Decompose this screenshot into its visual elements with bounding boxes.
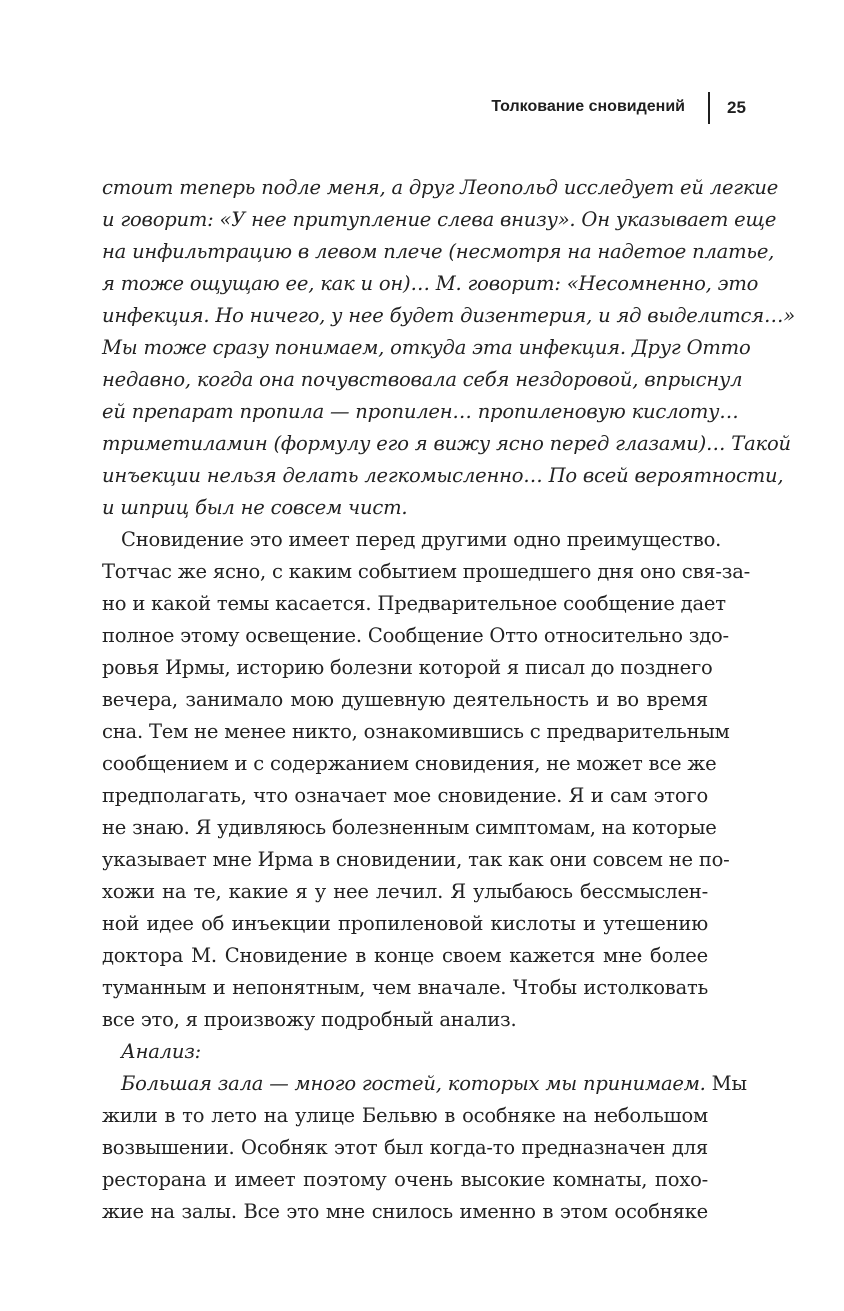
text-line: на инфильтрацию в левом плече (несмотря на надетое платье, (102, 240, 775, 263)
text-run: Большая зала — много гостей, которых мы принимаем. (121, 1072, 706, 1095)
text-line: сна. Тем не менее никто, ознакомившись с предварительным (102, 720, 730, 743)
running-title: Толкование сновидений (491, 98, 685, 115)
text-line: стоит теперь подле меня, а друг Леопольд исследует ей легкие (102, 176, 779, 199)
text-line: Тотчас же ясно, с каким событием прошедшего дня оно свя-за- (102, 560, 751, 583)
text-line: ровья Ирмы, историю болезни которой я писал до позднего (102, 656, 713, 679)
text-line: и говорит: «У нее притупление слева внизу». Он указывает еще (102, 208, 777, 231)
text-line: не знаю. Я удивляюсь болезненным симптомам, на которые (102, 816, 717, 839)
text-line: доктора М. Сновидение в конце своем кажется мне более (102, 944, 708, 967)
text-line: я тоже ощущаю ее, как и он)… М. говорит: «Несомненно, это (102, 272, 759, 295)
text-line: ной идее об инъекции пропиленовой кислоты и утешению (102, 912, 708, 935)
text-line: Мы тоже сразу понимаем, откуда эта инфекция. Друг Отто (102, 336, 751, 359)
text-line (102, 1068, 747, 1100)
text-line: недавно, когда она почувствовала себя нездоровой, впрыснул (102, 368, 743, 391)
text-line: жие на залы. Все это мне снилось именно в этом особняке (102, 1200, 708, 1223)
text-line: указывает мне Ирма в сновидении, так как они совсем не по- (102, 848, 730, 871)
text-line: хожи на те, какие я у нее лечил. Я улыбаюсь бессмыслен- (102, 880, 708, 903)
text-line: Сновидение это имеет перед другими одно преимущество. (121, 528, 722, 551)
text-line: жили в то лето на улице Бельвю в особняке на небольшом (102, 1104, 708, 1127)
text-line: туманным и непонятным, чем вначале. Чтобы истолковать (102, 976, 708, 999)
text-line: сообщением и с содержанием сновидения, не может все же (102, 752, 717, 775)
body-text (102, 172, 795, 1228)
page-number: 25 (727, 98, 746, 117)
text-line: предполагать, что означает мое сновидение. Я и сам этого (102, 784, 708, 807)
text-line: ей препарат пропила — пропилен… пропиленовую кислоту… (102, 400, 739, 423)
text-line: вечера, занимало мою душевную деятельность и во время (102, 688, 708, 711)
text-run: Мы (705, 1072, 747, 1095)
text-line: и шприц был не совсем чист. (102, 496, 408, 519)
text-line: Анализ: (121, 1040, 202, 1063)
text-line: возвышении. Особняк этот был когда-то предназначен для (102, 1136, 708, 1159)
header-divider (708, 92, 710, 124)
text-line: триметиламин (формулу его я вижу ясно перед глазами)… Такой (102, 432, 791, 455)
text-line: ресторана и имеет поэтому очень высокие комнаты, похо- (102, 1168, 708, 1191)
text-line: но и какой темы касается. Предварительное сообщение дает (102, 592, 726, 615)
text-line: все это, я произвожу подробный анализ. (102, 1008, 517, 1031)
text-line: инфекция. Но ничего, у нее будет дизентерия, и яд выделится…» (102, 304, 795, 327)
text-line: инъекции нельзя делать легкомысленно… По всей вероятности, (102, 464, 784, 487)
running-header (0, 92, 844, 126)
text-line: полное этому освещение. Сообщение Отто относительно здо- (102, 624, 729, 647)
